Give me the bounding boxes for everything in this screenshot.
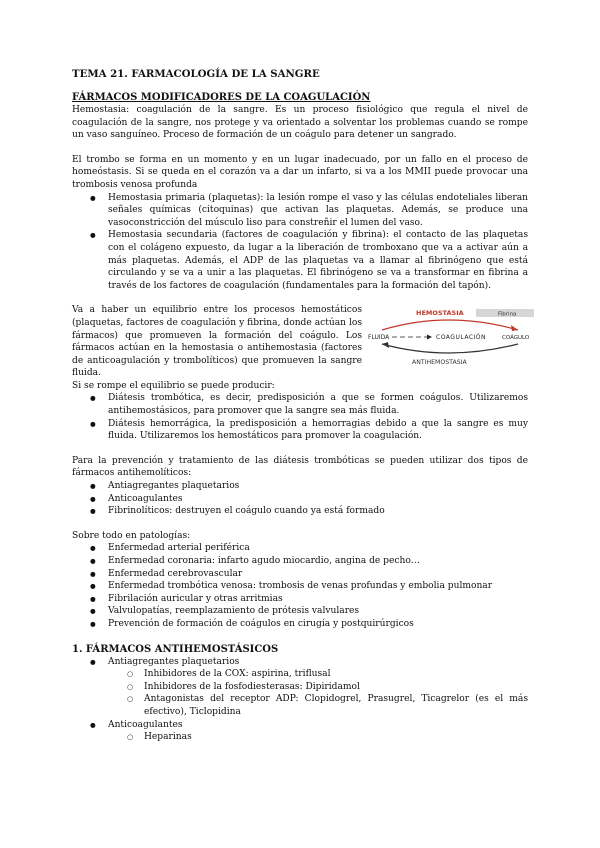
diagram-center-label: COAGULACIÓN [436, 334, 486, 342]
list-item: ● Diátesis hemorrágica, la predisposición a hemorragias debido a que la sangre es muy fluida. Utilizaremos los hemostáticos para promover la coagulación. [72, 418, 528, 443]
list-item: ● Antiagregantes plaquetarios [72, 480, 528, 493]
group-label: Anticoagulantes [108, 719, 183, 730]
section-heading-coagulation: FÁRMACOS MODIFICADORES DE LA COAGULACIÓN [72, 92, 371, 103]
hemostasia-list [72, 192, 528, 293]
list-item-antiagregantes [72, 656, 528, 719]
list-item: ● Hemostasia secundaria (factores de coagulación y fibrina): el contacto de las plaquetas con el colágeno expuesto, da lugar a la liberación de tromboxano que va a activar aún a más plaquetas. Además, el ADP de las plaquetas va a llamar al fibrinógeno que está circulando y se va a unir a las plaquetas. El fibrinógeno se va a transformar en fibrina a través de los factores de coagulación (fundamentales para la formación del tapón). [72, 229, 528, 292]
paragraph-patologias: Sobre todo en patologías: [72, 530, 191, 541]
list-item: ● Diátesis trombótica, es decir, predisposición a que se formen coágulos. Utilizaremos antihemostásicos, para promover que la sangre sea más fluida. [72, 392, 528, 417]
diagram-upper-arc [382, 320, 518, 330]
pathologies-list [72, 542, 528, 630]
section-heading-antihemostatic: 1. FÁRMACOS ANTIHEMOSTÁSICOS [72, 643, 279, 655]
diagram-lower-arc [382, 344, 518, 353]
list-item-anticoagulantes [72, 719, 528, 744]
document-title: TEMA 21. FARMACOLOGÍA DE LA SANGRE [72, 68, 320, 80]
diagram-bottom-label: ANTIHEMOSTASIA [412, 359, 467, 367]
list-item: ● Anticoagulantes [72, 493, 528, 506]
diagram-top-label: HEMOSTASIA [416, 309, 464, 318]
equilibrium-block [72, 304, 528, 380]
diagram-tag-label: Fibrina [498, 311, 517, 318]
list-item: ● Hemostasia primaria (plaquetas): la lesión rompe el vaso y las células endoteliales liberan señales químicas (citoquinas) que activan las plaquetas. Además, se produce una vasoconstricción del músculo liso para constreñir el lumen del vaso. [72, 192, 528, 230]
list-item: ● Prevención de formación de coágulos en cirugía y postquirúrgicos [72, 618, 528, 631]
sublist-item: ○ Inhibidores de la fosfodiesterasas: Dipiridamol [108, 681, 528, 694]
diagram-center-arrowhead [427, 335, 432, 340]
diagram-left-label: FLUIDA [368, 334, 390, 342]
antihemostatic-list [72, 656, 528, 744]
diagram-upper-arrowhead [511, 325, 518, 331]
drug-types-list [72, 480, 528, 518]
anticoagulantes-sublist [108, 731, 528, 744]
list-item: ● Enfermedad cerebrovascular [72, 568, 528, 581]
group-label: Antiagregantes plaquetarios [108, 656, 240, 667]
list-item: ● Enfermedad arterial periférica [72, 542, 528, 555]
paragraph-prevencion: Para la prevención y tratamiento de las diátesis trombóticas se pueden utilizar dos tipos de fármacos antihemolíticos: [72, 455, 528, 479]
list-item: ● Enfermedad coronaria: infarto agudo miocardio, angina de pecho… [72, 555, 528, 568]
paragraph-trombo: El trombo se forma en un momento y en un lugar inadecuado, por un fallo en el proceso de homeóstasis. Si se queda en el corazón va a dar un infarto, si va a los MMII puede provocar una trombosis venosa profunda [72, 154, 528, 190]
document-page [72, 68, 528, 744]
hemostasis-diagram-svg [368, 306, 538, 366]
paragraph-hemostasia: Hemostasia: coagulación de la sangre. Es un proceso fisiológico que regula el nivel de coagulación de la sangre, nos protege y va orientado a solventar los problemas cuando se rompe un vaso sanguíneo. Proceso de formación de un coágulo para detener un sangrado. [72, 105, 528, 141]
sublist-item: ○ Inhibidores de la COX: aspirina, triflusal [108, 668, 528, 681]
diagram-lower-arrowhead [382, 342, 389, 348]
paragraph-equilibrio: Va a haber un equilibrio entre los procesos hemostáticos (plaquetas, factores de coagulación y fibrina, donde actúan los fármacos) que promueven la formación del coágulo. Los fármacos actúan en la hemostasia o antihemostasia (factores de anticoagulación y trombolíticos) que promueven la sangre fluida. [72, 305, 362, 379]
list-item: ● Valvulopatías, reemplazamiento de prótesis valvulares [72, 605, 528, 618]
sublist-item: ○ Antagonistas del receptor ADP: Clopidogrel, Prasugrel, Ticagrelor (es el más efectivo), Ticlopidina [108, 693, 528, 718]
diatesis-list [72, 392, 528, 442]
list-item: ● Fibrilación auricular y otras arritmias [72, 593, 528, 606]
hemostasis-diagram [368, 306, 538, 366]
paragraph-ruptura: Si se rompe el equilibrio se puede producir: [72, 380, 275, 391]
diagram-right-label: COÁGULO [502, 335, 530, 342]
list-item: ● Fibrinolíticos: destruyen el coágulo cuando ya está formado [72, 505, 528, 518]
sublist-item: ○ Heparinas [108, 731, 528, 744]
list-item: ● Enfermedad trombótica venosa: trombosis de venas profundas y embolia pulmonar [72, 580, 528, 593]
antiagregantes-sublist [108, 668, 528, 718]
